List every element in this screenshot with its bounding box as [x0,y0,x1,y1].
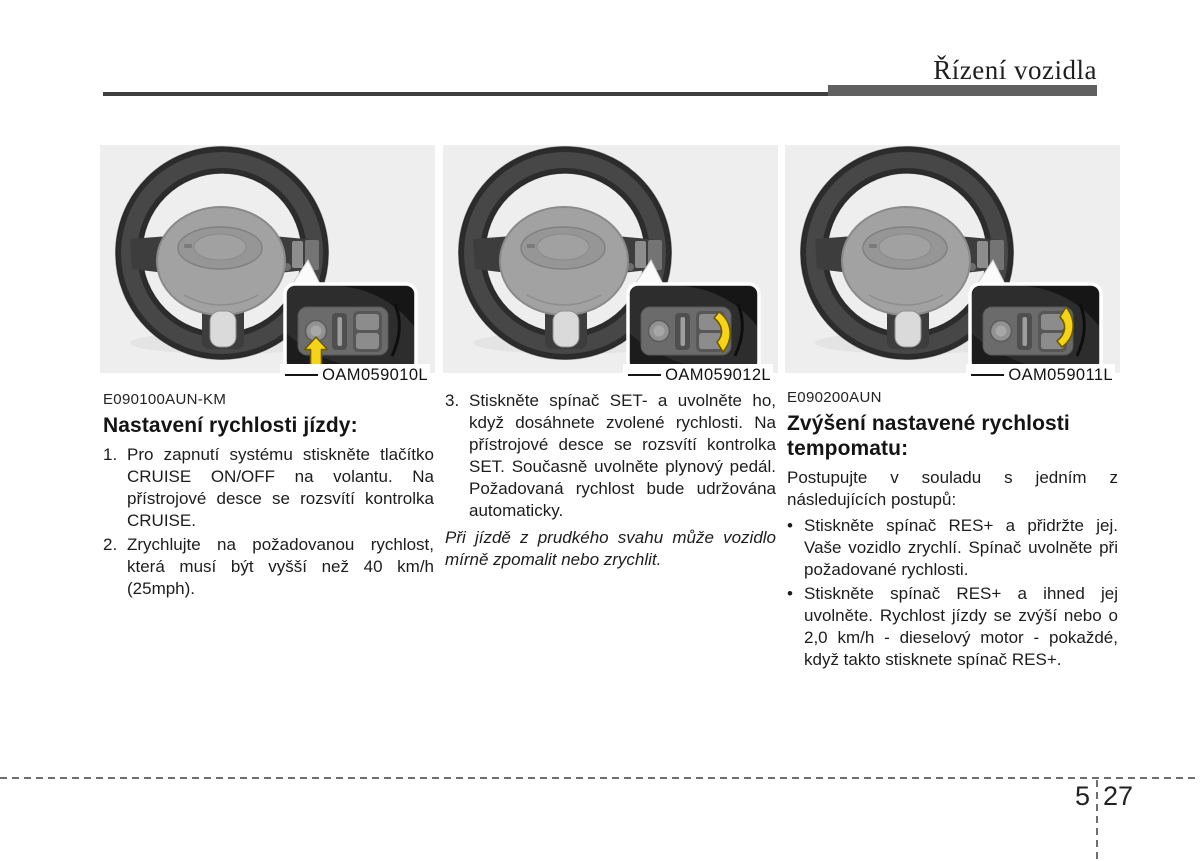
numbered-list [103,444,434,600]
figure-caption-text: OAM059012L [665,365,771,384]
bullet-marker: • [787,516,793,535]
header-rule-thick [828,85,1097,96]
page-title: Řízení vozidla [933,55,1097,85]
numbered-list [445,390,776,522]
bullet-marker: • [787,584,793,603]
image-code: E090200AUN [787,389,882,406]
list-item-text: Stiskněte spínač RES+ a ihned jej uvolněte. Rychlost jízdy se zvýší nebo o 2,0 km/h - dieselový motor - pokaždé, když takto stisknete spínač RES+. [804,584,1118,669]
figure-caption-text: OAM059011L [1008,365,1113,384]
figure-caption-text: OAM059010L [322,365,428,384]
caption-leader-line [285,374,318,376]
list-marker: 2. [103,535,118,554]
caption-leader-line [971,374,1004,376]
column-set-instructions [445,390,776,571]
bullet-list [787,515,1118,671]
list-item [787,583,1118,671]
list-item-text: Zrychlujte na požadovanou rychlost, která musí být vyšší než 40 km/h (25mph). [127,535,434,598]
italic-note: Při jízdě z prudkého svahu může vozidlo mírně zpomalit nebo zrychlit. [445,528,776,569]
list-item [103,534,434,600]
header-rule-thin [103,92,830,96]
footer-dashed-line [0,777,1200,779]
figure-cruise-on-off [100,145,435,387]
intro-paragraph: Postupujte v souladu s jedním z následujících postupů: [787,468,1118,509]
column-increase-speed [787,389,1118,673]
list-marker: 1. [103,445,118,464]
list-marker: 3. [445,391,460,410]
list-item [787,515,1118,581]
steering-wheel-photo [443,145,778,373]
switch-inset [968,282,1103,374]
section-heading: Zvýšení nastavené rychlosti tempomatu: [787,412,1070,460]
figure-caption [623,364,773,386]
list-item-text: Pro zapnutí systému stiskněte tlačítko CRUISE ON/OFF na volantu. Na přístrojové desce se rozsvítí kontrolka CRUISE. [127,445,434,530]
footer-dashed-divider [1096,780,1098,861]
list-item-text: Stiskněte spínač SET- a uvolněte ho, když dosáhnete zvolené rychlosti. Na přístrojové desce se rozsvítí kontrolka SET. Současně uvolněte plynový pedál. Požadovaná rychlost bude udržována automaticky. [469,391,776,520]
switch-inset [626,282,761,374]
figure-res-switch [785,145,1120,387]
caption-leader-line [628,374,661,376]
steering-wheel-photo [785,145,1120,373]
list-item [445,390,776,522]
steering-wheel-photo [100,145,435,373]
figure-caption [966,364,1115,386]
list-item-text: Stiskněte spínač RES+ a přidržte jej. Vaše vozidlo zrychlí. Spínač uvolněte při požadované rychlosti. [804,516,1118,579]
column-setting-speed [103,391,434,602]
image-code: E090100AUN-KM [103,391,227,408]
page-number: 27 [1103,781,1134,811]
figure-set-switch [443,145,778,387]
figure-caption [280,364,430,386]
section-heading: Nastavení rychlosti jízdy: [103,414,358,437]
list-item [103,444,434,532]
section-number: 5 [1074,781,1090,811]
switch-inset [283,282,418,374]
